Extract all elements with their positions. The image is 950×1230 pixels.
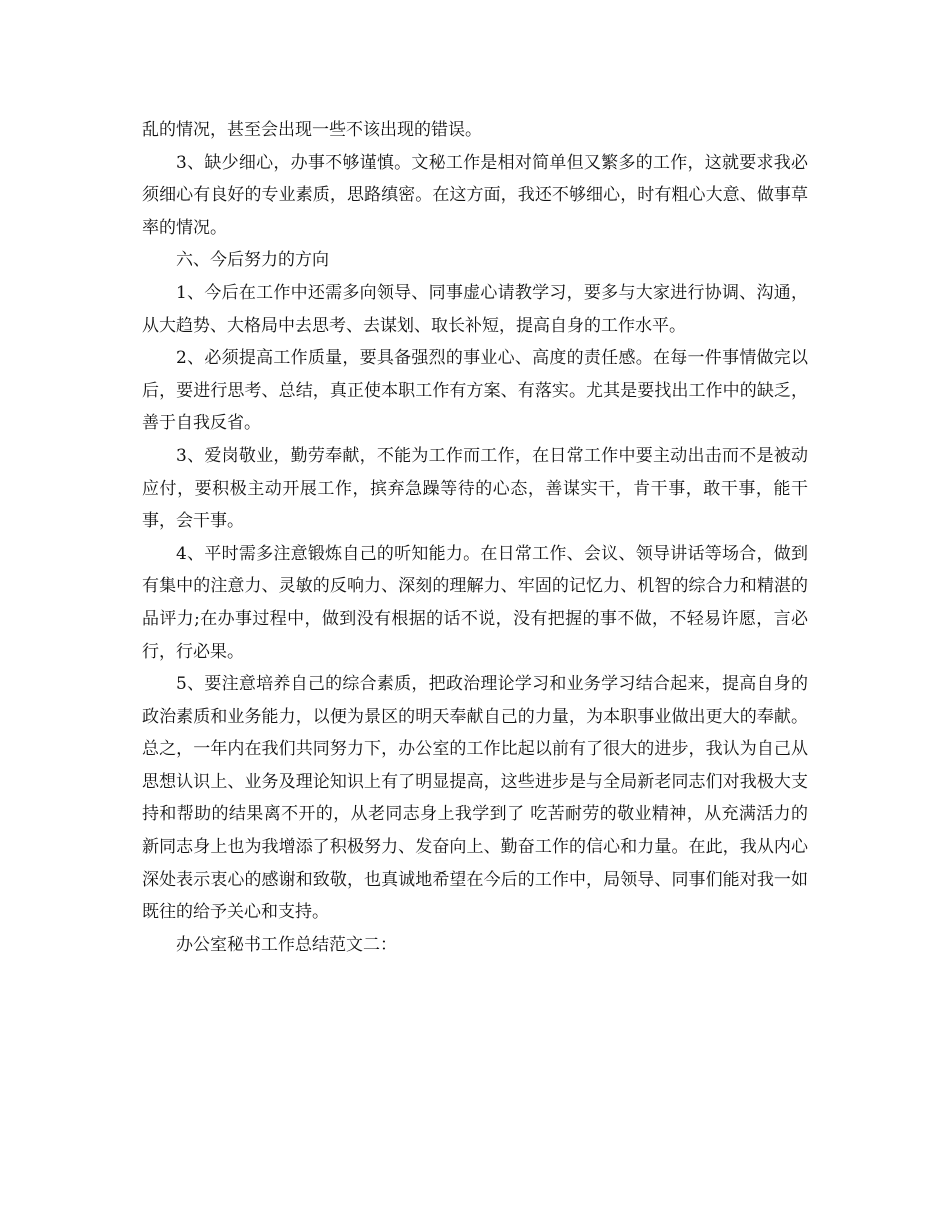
paragraph-direction-3: 3、爱岗敬业，勤劳奉献，不能为工作而工作，在日常工作中要主动出击而不是被动应付，要积极主动开展工作，摈弃急躁等待的心态，善谋实干，肯干事，敢干事，能干事，会干事。 bbox=[142, 445, 808, 532]
paragraph-item-3-carefulness: 3、缺少细心，办事不够谨慎。文秘工作是相对简单但又繁多的工作，这就要求我必须细心有良好的专业素质，思路缜密。在这方面，我还不够细心，时有粗心大意、做事草率的情况。 bbox=[142, 152, 808, 238]
paragraph-direction-5-summary: 5、要注意培养自己的综合素质，把政治理论学习和业务学习结合起来，提高自身的政治素质和业务能力，以便为景区的明天奉献自己的力量，为本职事业做出更大的奉献。 总之，一年内在我们共同努力下，办公室的工作比起以前有了很大的进步，我认为自己从思想认识上、业务及理论知识上有了明显提高，这些进步是与全局新老同志们对我极大支持和帮助的结果离不开的，从老同志身上我学到了 吃苦耐劳的敬业精神，从充满活力的新同志身上也为我增添了积极努力、发奋向上、勤奋工作的信心和力量。在此，我从内心深处表示衷心的感谢和致敬，也真诚地希望在今后的工作中，局领导、同事们能对我一如既往的给予关心和支持。 bbox=[142, 674, 808, 923]
paragraph-direction-4: 4、平时需多注意锻炼自己的听知能力。在日常工作、会议、领导讲话等场合，做到有集中的注意力、灵敏的反响力、深刻的理解力、牢固的记忆力、机智的综合力和精湛的品评力;在办事过程中，做到没有根据的话不说，没有把握的事不做，不轻易许愿，言必行，行必果。 bbox=[142, 543, 808, 662]
paragraph-direction-2: 2、必须提高工作质量，要具备强烈的事业心、高度的责任感。在每一件事情做完以后，要进行思考、总结，真正使本职工作有方案、有落实。尤其是要找出工作中的缺乏，善于自我反省。 bbox=[142, 348, 808, 434]
paragraph-sample-two-heading: 办公室秘书工作总结范文二： bbox=[176, 934, 397, 955]
document-page bbox=[142, 114, 808, 961]
paragraph-direction-1: 1、今后在工作中还需多向领导、同事虚心请教学习，要多与大家进行协调、沟通，从大趋势、大格局中去思考、去谋划、取长补短，提高自身的工作水平。 bbox=[142, 282, 808, 336]
paragraph-continuation: 乱的情况，甚至会出现一些不该出现的错误。 bbox=[142, 120, 482, 140]
section-heading-future-direction: 六、今后努力的方向 bbox=[176, 250, 329, 271]
